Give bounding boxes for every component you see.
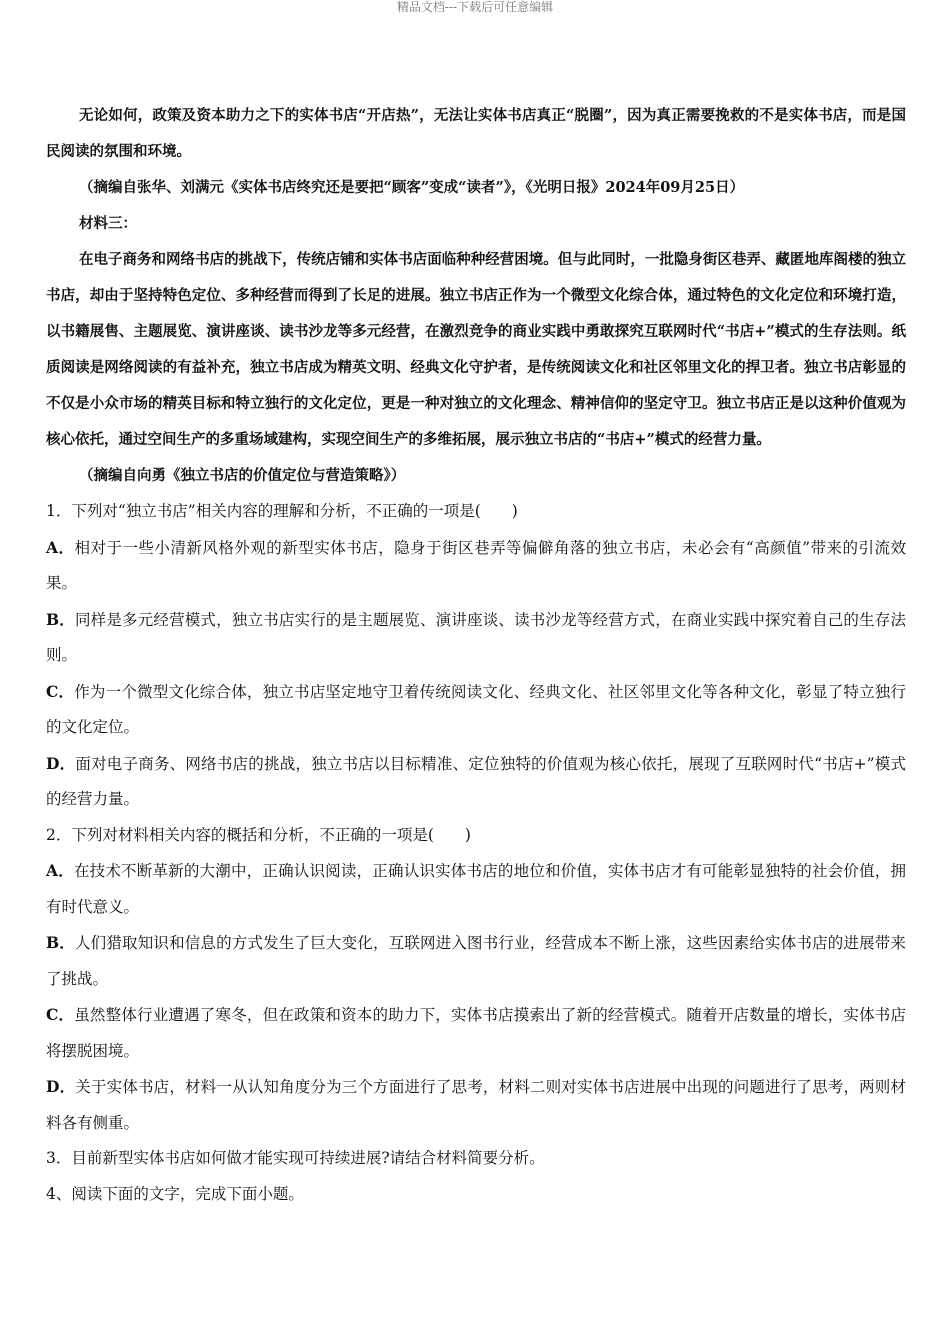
option-text: 人们猎取知识和信息的方式发生了巨大变化，互联网进入图书行业，经营成本不断上涨，这些因素给实体书店的进展带来了挑战。: [46, 934, 906, 988]
question-stem: 1．下列对“独立书店”相关内容的理解和分析，不正确的一项是( ): [46, 502, 518, 520]
option-label: C．: [46, 1005, 75, 1024]
option-label: B．: [46, 609, 75, 629]
option-c: [46, 997, 906, 1069]
question-stem: 2．下列对材料相关内容的概括和分析，不正确的一项是( ): [46, 825, 471, 844]
option-d: [46, 1069, 906, 1141]
option-label: D．: [46, 1077, 76, 1096]
option-b: [46, 925, 906, 997]
question-3: 3．目前新型实体书店如何做才能实现可持续进展?请结合材料简要分析。: [46, 1149, 545, 1167]
option-label: B．: [46, 933, 75, 952]
option-text: 相对于一些小清新风格外观的新型实体书店，隐身于街区巷弄等偏僻角落的独立书店，未必会有“高颜值”带来的引流效果。: [46, 538, 906, 592]
option-text: 在技术不断革新的大潮中，正确认识阅读，正确认识实体书店的地位和价值，实体书店才有可能彰显独特的社会价值，拥有时代意义。: [46, 862, 906, 916]
option-text: 作为一个微型文化综合体，独立书店坚定地守卫着传统阅读文化、经典文化、社区邻里文化等各种文化，彰显了特立独行的文化定位。: [46, 682, 906, 736]
option-text: 面对电子商务、网络书店的挑战，独立书店以目标精准、定位独特的价值观为核心依托，展现了互联网时代“书店+”模式的经营力量。: [46, 754, 906, 808]
option-label: D．: [46, 753, 76, 773]
option-b: [46, 602, 906, 674]
option-text: 同样是多元经营模式，独立书店实行的是主题展览、演讲座谈、读书沙龙等经营方式，在商业实践中探究着自己的生存法则。: [46, 610, 906, 664]
passage-paragraph-1: 无论如何，政策及资本助力之下的实体书店“开店热”，无法让实体书店真正“脱圈”，因为真正需要挽救的不是实体书店，而是国民阅读的氛围和环境。: [46, 107, 906, 160]
option-a: [46, 853, 906, 925]
option-label: A．: [46, 537, 75, 557]
passage-source-2: （摘编自向勇《独立书店的价值定位与营造策略》）: [79, 467, 406, 484]
header-watermark: 精品文档---下载后可任意编辑: [396, 0, 554, 14]
passage-paragraph-2: 在电子商务和网络书店的挑战下，传统店铺和实体书店面临种种经营困境。但与此同时，一批隐身街区巷弄、藏匿地库阁楼的独立书店，却由于坚持特色定位、多种经营而得到了长足的进展。独立书店正作为一个微型文化综合体，通过特色的文化定位和环境打造，以书籍展售、主题展览、演讲座谈、读书沙龙等多元经营，在激烈竞争的商业实践中勇敢探究互联网时代“书店+”模式的生存法则。纸质阅读是网络阅读的有益补充，独立书店成为精英文明、经典文化守护者，是传统阅读文化和社区邻里文化的捍卫者。独立书店彰显的不仅是小众市场的精英目标和特立独行的文化定位，更是一种对独立的文化理念、精神信仰的坚定守卫。独立书店正是以这种价值观为核心依托，通过空间生产的多重场域建构，实现空间生产的多维拓展，展示独立书店的“书店+”模式的经营力量。: [46, 251, 906, 448]
material-three-title: 材料三：: [79, 215, 137, 232]
option-text: 虽然整体行业遭遇了寒冬，但在政策和资本的助力下，实体书店摸索出了新的经营模式。随着开店数量的增长，实体书店将摆脱困境。: [46, 1006, 906, 1060]
option-label: C．: [46, 681, 75, 701]
passage-source-1: （摘编自张华、刘满元《实体书店终究还是要把“顾客”变成“读者”》，《光明日报》2024年09月25日）: [79, 179, 745, 196]
question-4: 4、阅读下面的文字，完成下面小题。: [46, 1184, 304, 1203]
option-c: [46, 674, 906, 746]
document-body: [46, 98, 906, 1212]
option-label: A．: [46, 861, 74, 880]
question-2: [46, 818, 906, 1142]
option-d: [46, 746, 906, 818]
option-text: 关于实体书店，材料一从认知角度分为三个方面进行了思考，材料二则对实体书店进展中出现的问题进行了思考，两则材料各有侧重。: [46, 1078, 906, 1132]
option-a: [46, 530, 906, 602]
question-1: [46, 494, 906, 818]
